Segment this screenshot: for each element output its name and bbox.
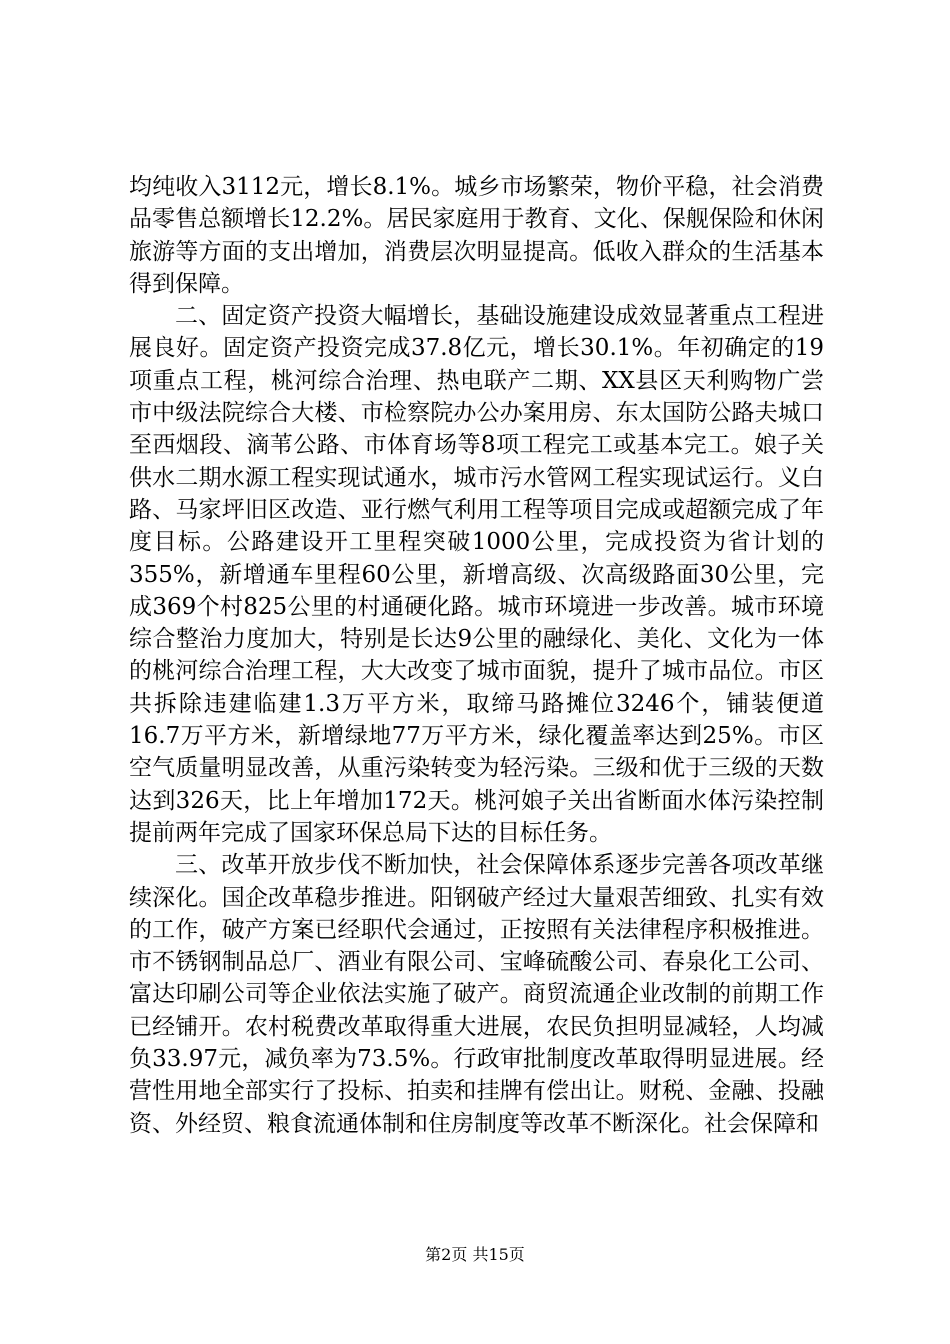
document-body — [129, 171, 824, 1140]
page-footer: 第2页 共15页 — [425, 1245, 525, 1264]
paragraph-2: 二、固定资产投资大幅增长，基础设施建设成效显著重点工程进展良好。固定资产投资完成37.8亿元，增长30.1%。年初确定的19项重点工程，桃河综合治理、热电联产二期、XX县区天利购物广尝市中级法院综合大楼、市检察院办公办案用房、东太国防公路夫城口至西烟段、滴苇公路、市体育场等8项工程完工或基本完工。娘子关供水二期水源工程实现试通水，城市污水管网工程实现试运行。义白路、马家坪旧区改造、亚行燃气利用工程等项目完成或超额完成了年度目标。公路建设开工里程突破1000公里，完成投资为省计划的355%，新增通车里程60公里，新增高级、次高级路面30公里，完成369个村825公里的村通硬化路。城市环境进一步改善。城市环境综合整治力度加大，特别是长达9公里的融绿化、美化、文化为一体的桃河综合治理工程，大大改变了城市面貌，提升了城市品位。市区共拆除违建临建1.3万平方米，取缔马路摊位3246个，铺装便道16.7万平方米，新增绿地77万平方米，绿化覆盖率达到25%。市区空气质量明显改善，从重污染转变为轻污染。三级和优于三级的天数达到326天，比上年增加172天。桃河娘子关出省断面水体污染控制提前两年完成了国家环保总局下达的目标任务。 — [129, 303, 824, 846]
paragraph-1: 均纯收入3112元，增长8.1%。城乡市场繁荣，物价平稳，社会消费品零售总额增长12.2%。居民家庭用于教育、文化、保舰保险和休闲旅游等方面的支出增加，消费层次明显提高。低收入群众的生活基本得到保障。 — [129, 174, 824, 297]
paragraph-3: 三、改革开放步伐不断加快，社会保障体系逐步完善各项改革继续深化。国企改革稳步推进。阳钢破产经过大量艰苦细致、扎实有效的工作，破产方案已经职代会通过，正按照有关法律程序积极推进。市不锈钢制品总厂、酒业有限公司、宝峰硫酸公司、春泉化工公司、富达印刷公司等企业依法实施了破产。商贸流通企业改制的前期工作已经铺开。农村税费改革取得重大进展，农民负担明显减轻，人均减负33.97元，减负率为73.5%。行政审批制度改革取得明显进展。经营性用地全部实行了投标、拍卖和挂牌有偿出让。财税、金融、投融资、外经贸、粮食流通体制和住房制度等改革不断深化。社会保障和 — [129, 852, 824, 1137]
